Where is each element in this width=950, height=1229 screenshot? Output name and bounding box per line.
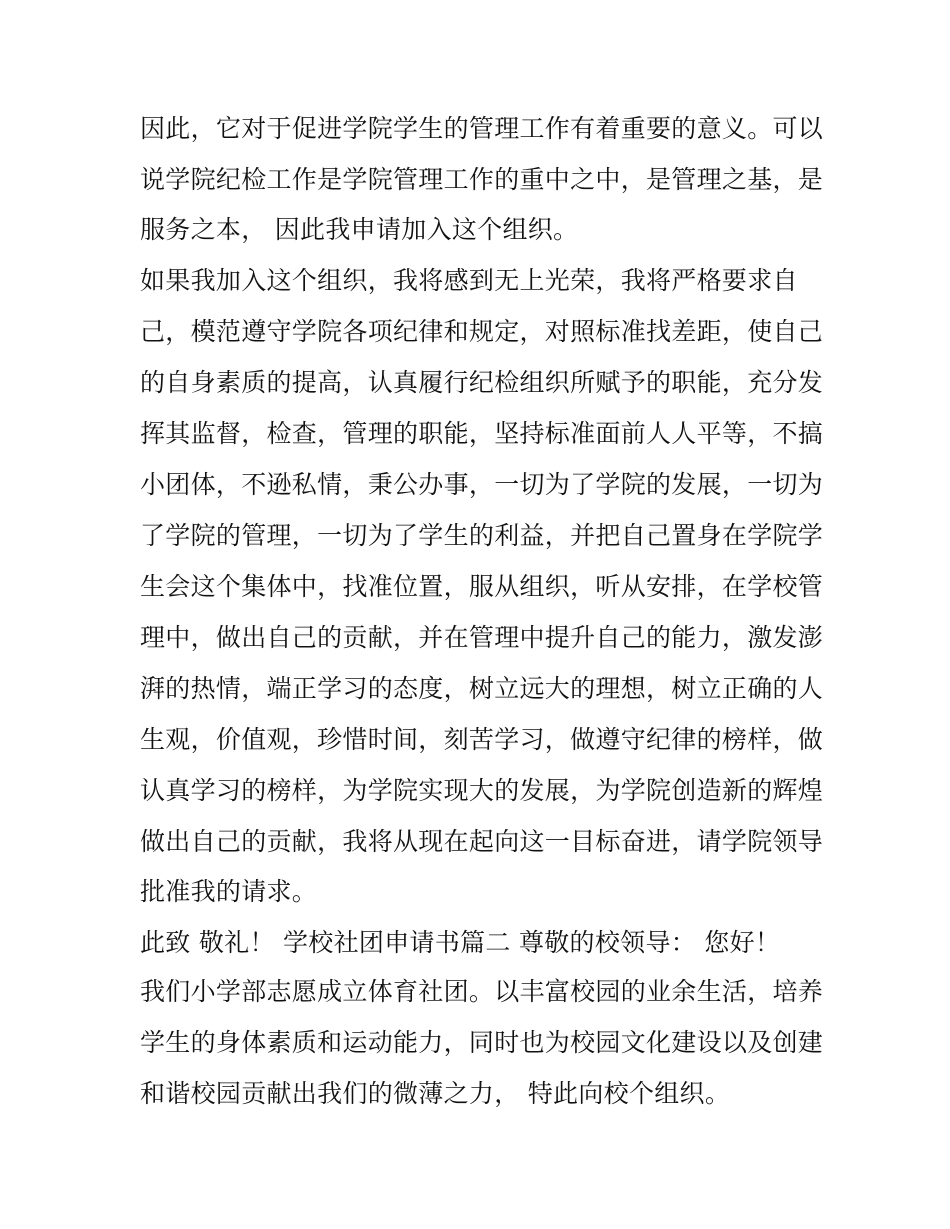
text-line: 批准我的请求。 bbox=[140, 877, 318, 906]
text-line: 的自身素质的提高，认真履行纪检组织所赋予的职能，充分发 bbox=[140, 368, 824, 397]
text-line: 理中，做出自己的贡献，并在管理中提升自己的能力，激发澎 bbox=[140, 623, 824, 652]
text-line: 如果我加入这个组织，我将感到无上光荣，我将严格要求自 bbox=[140, 266, 798, 295]
text-line: 生观，价值观，珍惜时间，刻苦学习，做遵守纪律的榜样，做 bbox=[140, 725, 824, 754]
text-line: 做出自己的贡献，我将从现在起向这一目标奋进，请学院领导 bbox=[140, 827, 824, 856]
text-line: 己，模范遵守学院各项纪律和规定，对照标准找差距，使自己 bbox=[140, 317, 824, 346]
text-line: 因此，它对于促进学院学生的管理工作有着重要的意义。可以 bbox=[140, 114, 824, 143]
text-line: 说学院纪检工作是学院管理工作的重中之中，是管理之基，是 bbox=[140, 165, 824, 194]
text-line: 挥其监督，检查，管理的职能，坚持标准面前人人平等，不搞 bbox=[140, 419, 824, 448]
text-line: 和谐校园贡献出我们的微薄之力， 特此向校个组织。 bbox=[140, 1079, 731, 1108]
text-line: 认真学习的榜样，为学院实现大的发展，为学院创造新的辉煌 bbox=[140, 776, 824, 805]
text-line: 此致 敬礼！ 学校社团申请书篇二 尊敬的校领导： 您好！ bbox=[140, 928, 781, 957]
text-line: 小团体，不逊私情，秉公办事，一切为了学院的发展，一切为 bbox=[140, 470, 824, 499]
text-line: 湃的热情，端正学习的态度，树立远大的理想，树立正确的人 bbox=[140, 674, 824, 703]
text-line: 生会这个集体中，找准位置，服从组织，听从安排，在学校管 bbox=[140, 572, 824, 601]
text-line: 了学院的管理，一切为了学生的利益，并把自己置身在学院学 bbox=[140, 521, 824, 550]
text-line: 服务之本， 因此我申请加入这个组织。 bbox=[140, 215, 579, 244]
text-line: 学生的身体素质和运动能力，同时也为校园文化建设以及创建 bbox=[140, 1028, 824, 1057]
text-line: 我们小学部志愿成立体育社团。以丰富校园的业余生活，培养 bbox=[140, 977, 824, 1006]
